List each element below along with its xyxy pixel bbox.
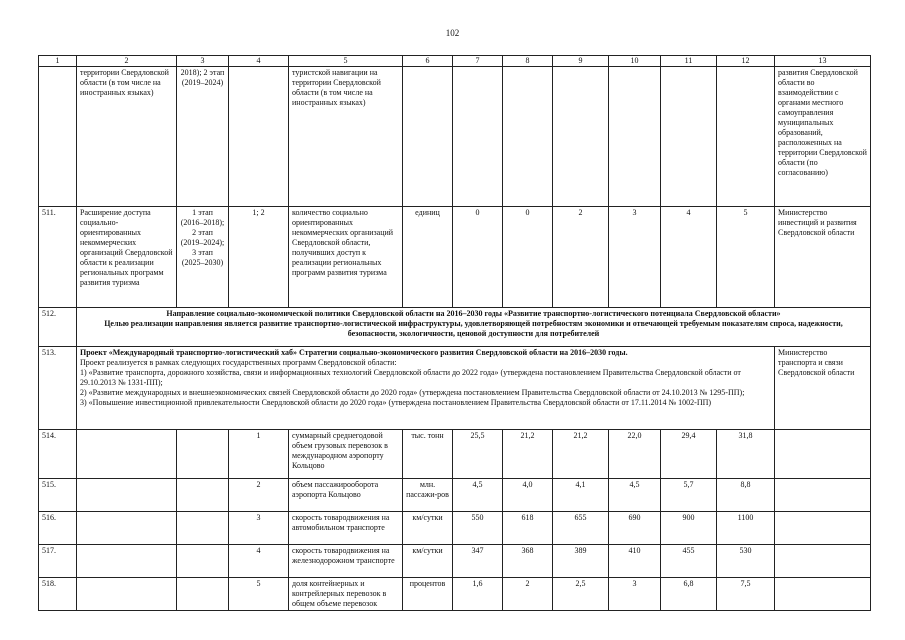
unit-cell bbox=[403, 67, 453, 207]
goal-cell: 3 bbox=[229, 512, 289, 545]
direction-goal: Целью реализации направления является развитие транспортно-логистической инфраструктуры, удовлетворяющей потребностям экономики и отвечающей требуемым показателям спроса, надежности, безопасности, экологичности, ценовой доступности для потребителей bbox=[104, 319, 843, 338]
value-cell: 410 bbox=[609, 545, 661, 578]
header-cell: 3 bbox=[177, 56, 229, 67]
table-row bbox=[39, 308, 871, 347]
indicators-table bbox=[38, 55, 871, 611]
unit-cell: тыс. тонн bbox=[403, 430, 453, 479]
value-cell: 389 bbox=[553, 545, 609, 578]
event-name-cell bbox=[77, 545, 177, 578]
value-cell: 25,5 bbox=[453, 430, 503, 479]
value-cell: 29,4 bbox=[661, 430, 717, 479]
value-cell bbox=[503, 67, 553, 207]
table-row bbox=[39, 578, 871, 611]
direction-cell bbox=[77, 308, 871, 347]
value-cell: 31,8 bbox=[717, 430, 775, 479]
value-cell: 4 bbox=[661, 207, 717, 308]
indicator-name-cell: скорость товародвижения на железнодорожном транспорте bbox=[289, 545, 403, 578]
program-item: 1) «Развитие транспорта, дорожного хозяйства, связи и информационных технологий Свердловской области до 2022 года» (утверждена постановлением Правительства Свердловской области от 29.10.2013 № 1331-ПП); bbox=[80, 368, 741, 387]
header-cell: 9 bbox=[553, 56, 609, 67]
unit-cell: процентов bbox=[403, 578, 453, 611]
table-row bbox=[39, 545, 871, 578]
event-name-cell: территории Свердловской области (в том числе на иностранных языках) bbox=[77, 67, 177, 207]
header-cell: 11 bbox=[661, 56, 717, 67]
value-cell: 5 bbox=[717, 207, 775, 308]
header-cell: 2 bbox=[77, 56, 177, 67]
row-number-cell: 515. bbox=[39, 479, 77, 512]
value-cell: 1,6 bbox=[453, 578, 503, 611]
value-cell: 22,0 bbox=[609, 430, 661, 479]
table-row bbox=[39, 67, 871, 207]
stage-cell bbox=[177, 430, 229, 479]
direction-title: Направление социально-экономической политики Свердловской области на 2016–2030 годы «Развитие транспортно-логистического потенциала Свердловской области» bbox=[166, 309, 781, 318]
indicator-name-cell: объем пассажирооборота аэропорта Кольцово bbox=[289, 479, 403, 512]
goal-cell bbox=[229, 67, 289, 207]
goal-cell: 2 bbox=[229, 479, 289, 512]
responsible-cell bbox=[775, 578, 871, 611]
row-number-cell: 512. bbox=[39, 308, 77, 347]
value-cell: 0 bbox=[453, 207, 503, 308]
value-cell: 347 bbox=[453, 545, 503, 578]
value-cell: 2,5 bbox=[553, 578, 609, 611]
project-intro: Проект реализуется в рамках следующих государственных программ Свердловской области: bbox=[80, 358, 397, 367]
value-cell bbox=[661, 67, 717, 207]
table-row bbox=[39, 479, 871, 512]
stage-cell: 1 этап (2016–2018); 2 этап (2019–2024); 3 этап (2025–2030) bbox=[177, 207, 229, 308]
value-cell: 4,0 bbox=[503, 479, 553, 512]
value-cell: 6,8 bbox=[661, 578, 717, 611]
header-cell: 10 bbox=[609, 56, 661, 67]
header-cell: 5 bbox=[289, 56, 403, 67]
event-name-cell bbox=[77, 578, 177, 611]
project-cell bbox=[77, 347, 775, 430]
responsible-cell bbox=[775, 430, 871, 479]
table-row bbox=[39, 347, 871, 430]
program-item: 3) «Повышение инвестиционной привлекательности Свердловской области до 2020 года» (утверждена постановлением Правительства Свердловской области от 17.11.2014 № 1002-ПП) bbox=[80, 398, 712, 407]
event-name-cell: Расширение доступа социально-ориентированных некоммерческих организаций Свердловской области к реализации региональных программ развития туризма bbox=[77, 207, 177, 308]
indicator-name-cell: скорость товародвижения на автомобильном транспорте bbox=[289, 512, 403, 545]
unit-cell: км/сутки bbox=[403, 545, 453, 578]
value-cell bbox=[553, 67, 609, 207]
table-row bbox=[39, 207, 871, 308]
value-cell bbox=[717, 67, 775, 207]
row-number-cell: 511. bbox=[39, 207, 77, 308]
row-number-cell: 517. bbox=[39, 545, 77, 578]
page-number: 102 bbox=[445, 28, 460, 38]
value-cell: 3 bbox=[609, 578, 661, 611]
goal-cell: 1; 2 bbox=[229, 207, 289, 308]
stage-cell bbox=[177, 545, 229, 578]
stage-cell: 2018); 2 этап (2019–2024) bbox=[177, 67, 229, 207]
value-cell: 4,5 bbox=[609, 479, 661, 512]
value-cell: 530 bbox=[717, 545, 775, 578]
value-cell: 550 bbox=[453, 512, 503, 545]
indicator-name-cell: доля контейнерных и контрейлерных перевозок в общем объеме перевозок bbox=[289, 578, 403, 611]
event-name-cell bbox=[77, 479, 177, 512]
row-number-cell: 518. bbox=[39, 578, 77, 611]
responsible-cell bbox=[775, 545, 871, 578]
indicator-name-cell: суммарный среднегодовой объем грузовых перевозок в международном аэропорту Кольцово bbox=[289, 430, 403, 479]
unit-cell: единиц bbox=[403, 207, 453, 308]
goal-cell: 1 bbox=[229, 430, 289, 479]
header-cell: 1 bbox=[39, 56, 77, 67]
stage-cell bbox=[177, 512, 229, 545]
value-cell: 368 bbox=[503, 545, 553, 578]
responsible-cell: Министерство транспорта и связи Свердловской области bbox=[775, 347, 871, 430]
value-cell: 0 bbox=[503, 207, 553, 308]
row-number-cell: 516. bbox=[39, 512, 77, 545]
value-cell: 4,5 bbox=[453, 479, 503, 512]
value-cell: 8,8 bbox=[717, 479, 775, 512]
responsible-cell: развития Свердловской области во взаимодействии с органами местного самоуправления муниципальных образований, расположенных на территории Свердловской области (по согласованию) bbox=[775, 67, 871, 207]
value-cell: 5,7 bbox=[661, 479, 717, 512]
stage-cell bbox=[177, 578, 229, 611]
value-cell: 7,5 bbox=[717, 578, 775, 611]
goal-cell: 4 bbox=[229, 545, 289, 578]
header-cell: 12 bbox=[717, 56, 775, 67]
value-cell: 4,1 bbox=[553, 479, 609, 512]
unit-cell: км/сутки bbox=[403, 512, 453, 545]
program-item: 2) «Развитие международных и внешнеэкономических связей Свердловской области до 2020 года» (утверждена постановлением Правительства Свердловской области от 24.10.2013 № 1295-ПП); bbox=[80, 388, 745, 397]
value-cell: 900 bbox=[661, 512, 717, 545]
value-cell: 618 bbox=[503, 512, 553, 545]
table-row bbox=[39, 430, 871, 479]
header-cell: 6 bbox=[403, 56, 453, 67]
header-cell: 7 bbox=[453, 56, 503, 67]
responsible-cell bbox=[775, 479, 871, 512]
value-cell: 21,2 bbox=[553, 430, 609, 479]
row-number-cell: 513. bbox=[39, 347, 77, 430]
project-title: Проект «Международный транспортно-логистический хаб» Стратегии социально-экономического развития Свердловской области на 2016–2030 годы. bbox=[80, 348, 628, 357]
value-cell: 2 bbox=[553, 207, 609, 308]
header-cell: 8 bbox=[503, 56, 553, 67]
indicator-name-cell: количество социально ориентированных некоммерческих организаций Свердловской области, получивших доступ к реализации региональных программ развития туризма bbox=[289, 207, 403, 308]
value-cell: 1100 bbox=[717, 512, 775, 545]
row-number-cell bbox=[39, 67, 77, 207]
stage-cell bbox=[177, 479, 229, 512]
header-cell: 4 bbox=[229, 56, 289, 67]
table-row bbox=[39, 512, 871, 545]
value-cell bbox=[453, 67, 503, 207]
unit-cell: млн. пассажи-ров bbox=[403, 479, 453, 512]
value-cell: 3 bbox=[609, 207, 661, 308]
event-name-cell bbox=[77, 512, 177, 545]
goal-cell: 5 bbox=[229, 578, 289, 611]
value-cell: 655 bbox=[553, 512, 609, 545]
value-cell: 455 bbox=[661, 545, 717, 578]
value-cell: 690 bbox=[609, 512, 661, 545]
indicator-name-cell: туристской навигации на территории Свердловской области (в том числе на иностранных языках) bbox=[289, 67, 403, 207]
responsible-cell bbox=[775, 512, 871, 545]
header-cell: 13 bbox=[775, 56, 871, 67]
responsible-cell: Министерство инвестиций и развития Свердловской области bbox=[775, 207, 871, 308]
event-name-cell bbox=[77, 430, 177, 479]
value-cell: 21,2 bbox=[503, 430, 553, 479]
value-cell: 2 bbox=[503, 578, 553, 611]
table-header-row bbox=[39, 56, 871, 67]
row-number-cell: 514. bbox=[39, 430, 77, 479]
value-cell bbox=[609, 67, 661, 207]
